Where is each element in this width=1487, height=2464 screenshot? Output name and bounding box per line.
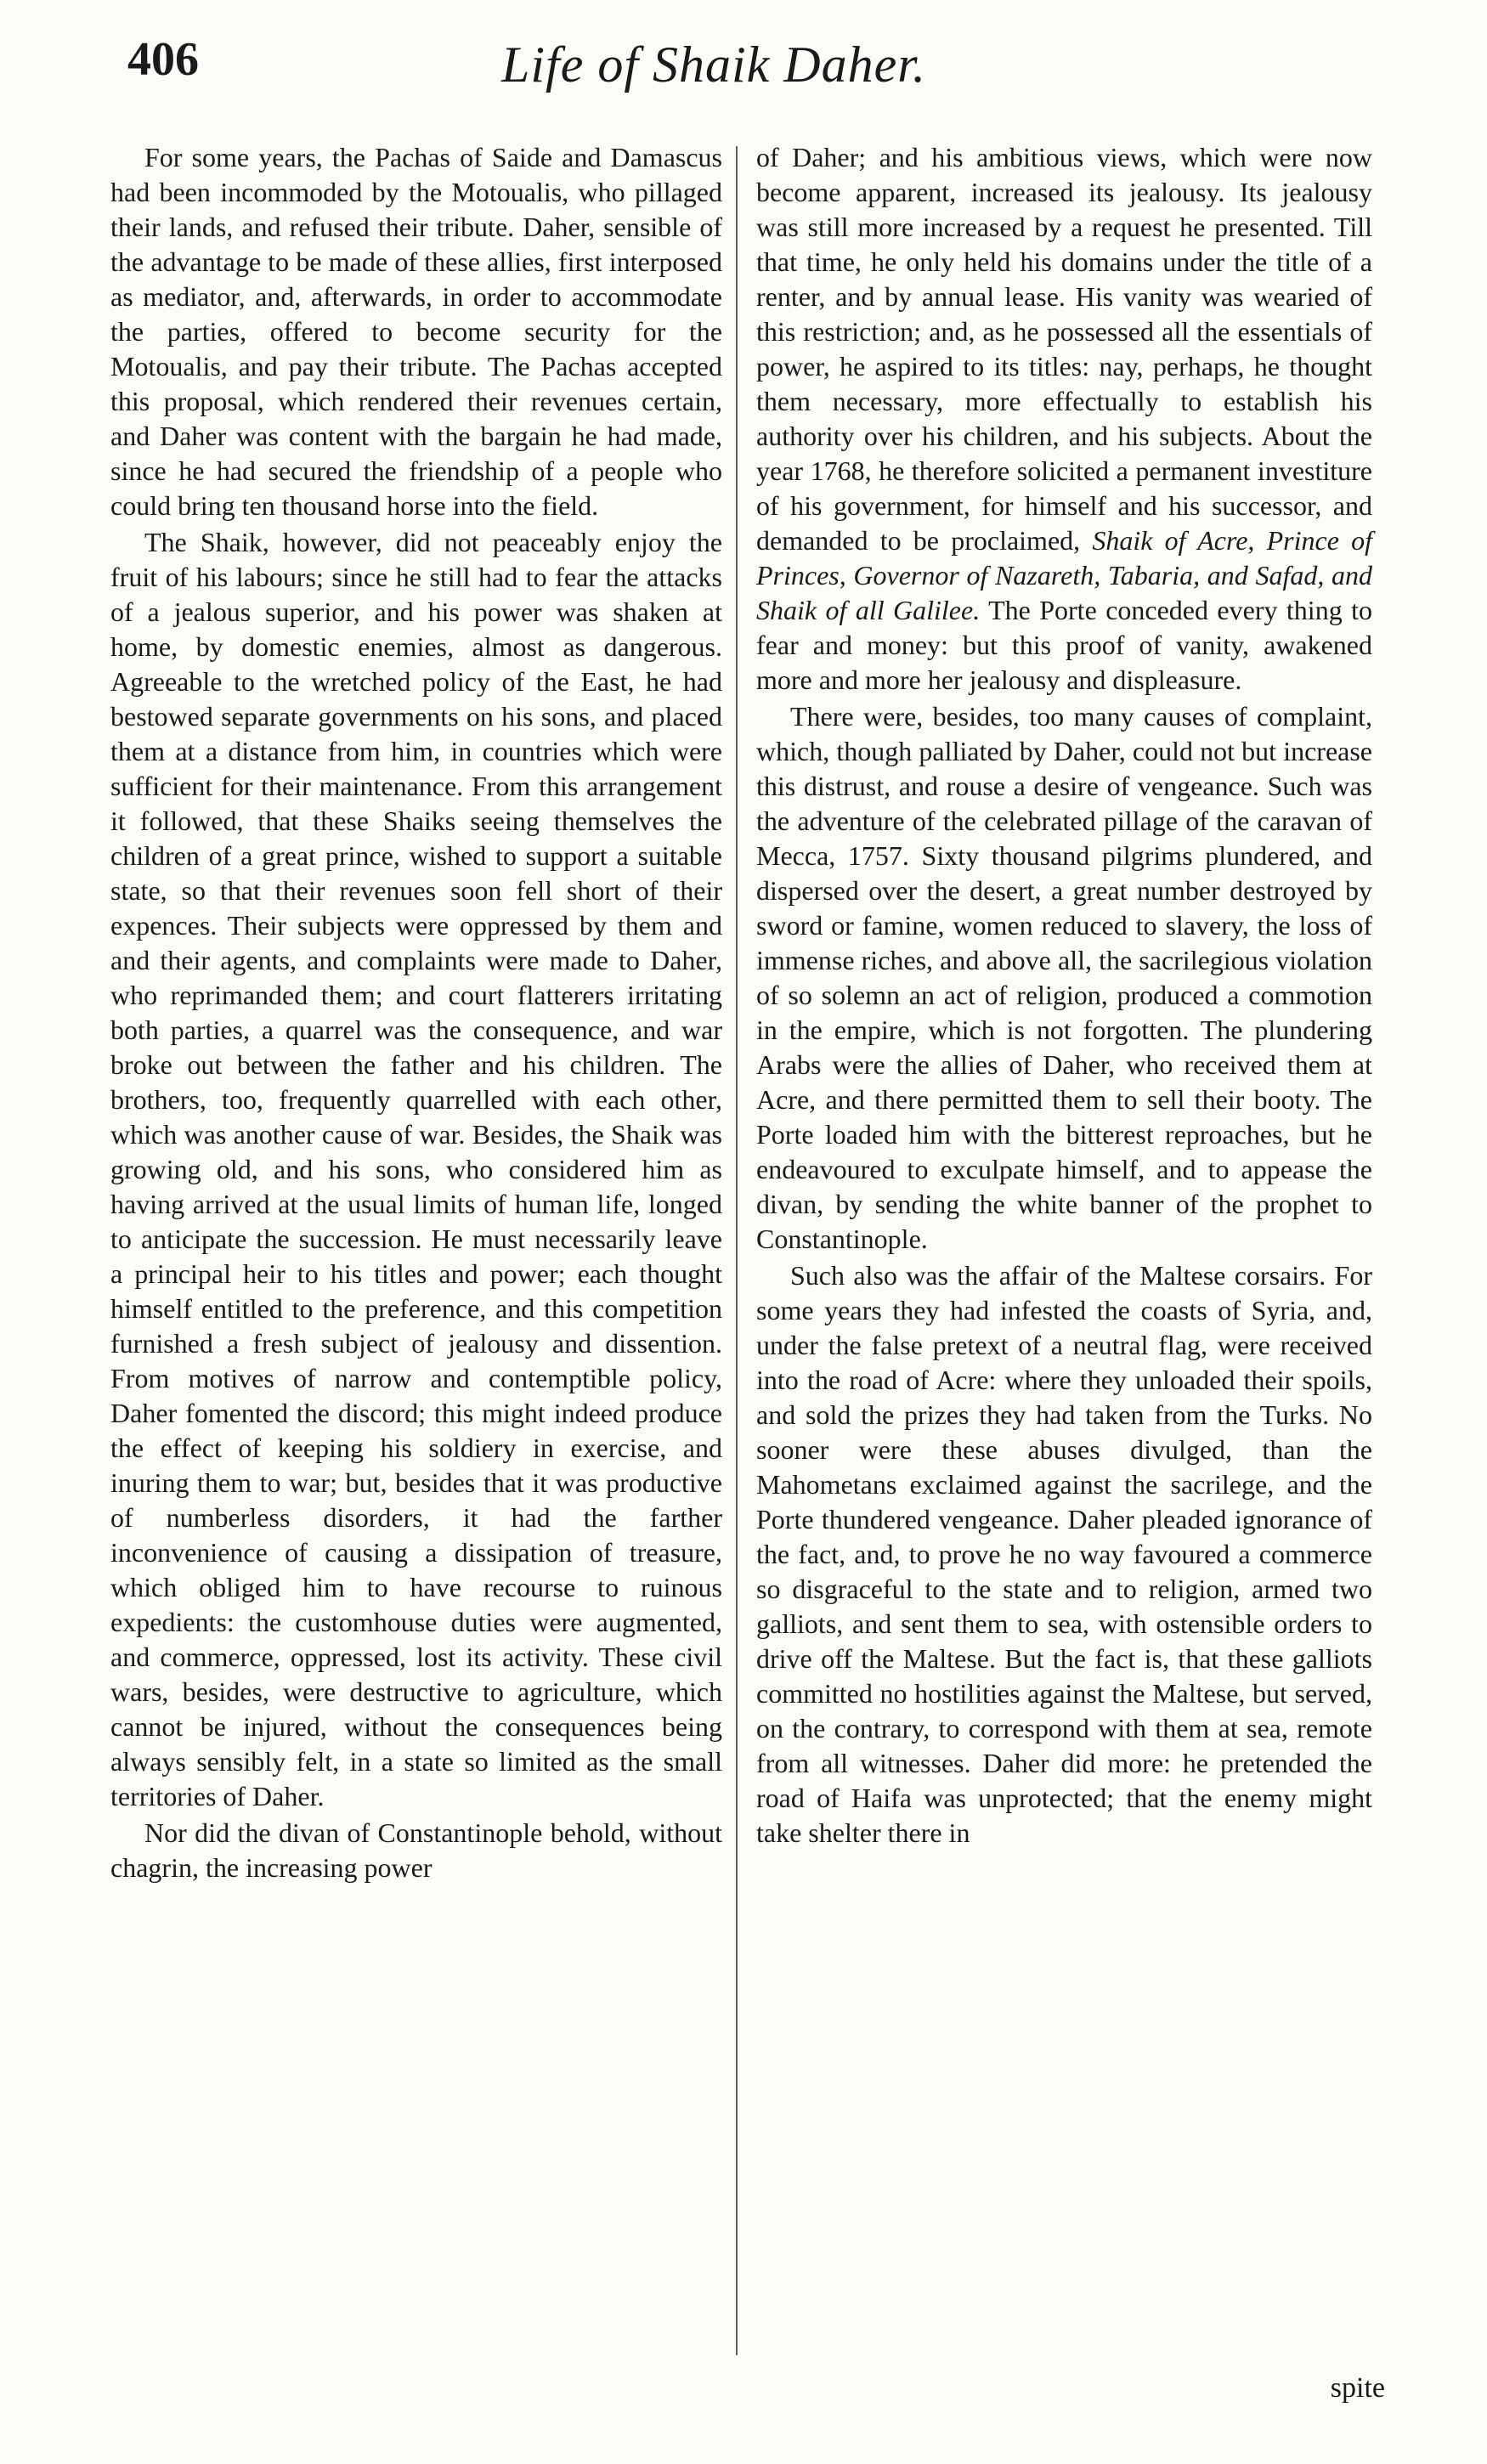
paragraph: Nor did the divan of Constantinople behold, without chagrin, the increasing power xyxy=(110,1817,722,1883)
paragraph-text: The Porte conceded every thing to fear and money: but this proof of vanity, awakened more and more her jealousy and displeasure. xyxy=(756,595,1373,695)
left-column xyxy=(110,140,722,1887)
page-number: 406 xyxy=(127,33,199,86)
running-title: Life of Shaik Daher. xyxy=(501,37,926,93)
paragraph xyxy=(756,140,1372,698)
catchword: spite xyxy=(1330,2372,1385,2404)
proclaimed-title: Shaik of Acre, Prince of Princes, Governor of Nazareth, Tabaria, and Safad, and Shaik of all Galilee. xyxy=(756,525,1373,625)
column-divider xyxy=(736,146,738,2355)
page-header xyxy=(127,32,1385,109)
paragraph-text: of Daher; and his ambitious views, which were now become apparent, increased its jealousy. Its jealousy was still more increased by a request he presented. Till that time, he only held his domains under the title of a renter, and by annual lease. His vanity was wearied of this restriction; and, as he possessed all the essentials of power, he aspired to its titles: nay, perhaps, he thought them necessary, more effectually to establish his authority over his children, and his subjects. About the year 1768, he therefore solicited a permanent investiture of his government, for himself and his successor, and demanded to be proclaimed, xyxy=(756,142,1372,556)
paragraph: The Shaik, however, did not peaceably enjoy the fruit of his labours; since he still had to fear the attacks of a jealous superior, and his power was shaken at home, by domestic enemies, almost as dangerous. Agreeable to the wretched policy of the East, he had bestowed separate governments on his sons, and placed them at a distance from him, in countries which were sufficient for their maintenance. From this arrangement it followed, that these Shaiks seeing themselves the children of a great prince, wished to support a suitable state, so that their revenues soon fell short of their expences. Their subjects were oppressed by them and and their agents, and complaints were made to Daher, who reprimanded them; and court flatterers irritating both parties, a quarrel was the consequence, and war broke out between the father and his children. The brothers, too, frequently quarrelled with each other, which was another cause of war. Besides, the Shaik was growing old, and his sons, who considered him as having arrived at the usual limits of human life, longed to anticipate the succession. He must necessarily leave a principal heir to his titles and power; each thought himself entitled to the preference, and this competition furnished a fresh subject of jealousy and dissention. From motives of narrow and contemptible policy, Daher fomented the discord; this might indeed produce the effect of keeping his soldiery in exercise, and inuring them to war; but, besides that it was productive of numberless disorders, it had the farther inconvenience of causing a dissipation of treasure, which obliged him to have recourse to ruinous expedients: the customhouse duties were augmented, and commerce, oppressed, lost its activity. These civil wars, besides, were destructive to agriculture, which cannot be injured, without the consequences being always sensibly felt, in a state so limited as the small territories of Daher. xyxy=(110,527,722,1811)
right-column xyxy=(756,140,1372,1852)
paragraph: For some years, the Pachas of Saide and Damascus had been incommoded by the Motoualis, who pillaged their lands, and refused their tribute. Daher, sensible of the advantage to be made of these allies, first interposed as mediator, and, afterwards, in order to accommodate the parties, offered to become security for the Motoualis, and pay their tribute. The Pachas accepted this proposal, which rendered their revenues certain, and Daher was content with the bargain he had made, since he had secured the friendship of a people who could bring ten thousand horse into the field. xyxy=(110,142,722,521)
paragraph: Such also was the affair of the Maltese corsairs. For some years they had infested the coasts of Syria, and, under the false pretext of a neutral flag, were received into the road of Acre: where they unloaded their spoils, and sold the prizes they had taken from the Turks. No sooner were these abuses divulged, than the Mahometans exclaimed against the sacrilege, and the Porte thundered vengeance. Daher pleaded ignorance of the fact, and, to prove he no way favoured a commerce so disgraceful to the state and to religion, armed two galliots, and sent them to sea, with ostensible orders to drive off the Maltese. But the fact is, that these galliots committed no hostilities against the Maltese, but served, on the contrary, to correspond with them at sea, remote from all witnesses. Daher did more: he pretended the road of Haifa was unprotected; that the enemy might take shelter there in xyxy=(756,1260,1372,1848)
paragraph: There were, besides, too many causes of complaint, which, though palliated by Daher, could not but increase this distrust, and rouse a desire of vengeance. Such was the adventure of the celebrated pillage of the caravan of Mecca, 1757. Sixty thousand pilgrims plundered, and dispersed over the desert, a great number destroyed by sword or famine, women reduced to slavery, the loss of immense riches, and above all, the sacrilegious violation of so solemn an act of religion, produced a commotion in the empire, which is not forgotten. The plundering Arabs were the allies of Daher, who received them at Acre, and there permitted them to sell their booty. The Porte loaded him with the bitterest reproaches, but he endeavoured to exculpate himself, and to appease the divan, by sending the white banner of the prophet to Constantinople. xyxy=(756,701,1372,1254)
